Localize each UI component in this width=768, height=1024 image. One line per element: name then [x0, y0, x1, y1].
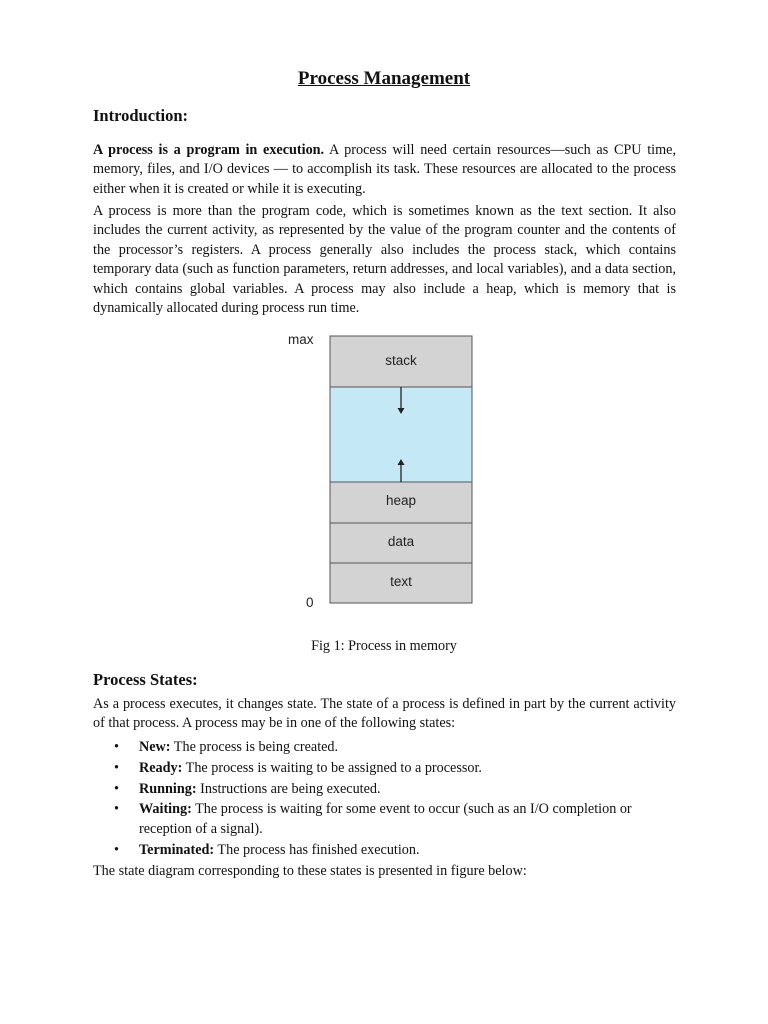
stack-label: stack	[385, 353, 417, 368]
state-term: New:	[139, 739, 171, 755]
bullet-icon: •	[114, 780, 119, 797]
list-item	[112, 759, 678, 778]
list-item	[112, 738, 678, 757]
process-states-outro: The state diagram corresponding to these states is presented in figure below:	[93, 863, 527, 879]
data-label: data	[387, 534, 415, 549]
intro-paragraph-2: A process is more than the program code, which is sometimes known as the text section. It also includes the current activity, as represented by the value of the program counter and the contents of the processor’s registers. A process generally also includes the process stack, which contains temporary data (such as function parameters, return addresses, and local variables), and a data section, which contains global variables. A process may also include a heap, which is memory that is dynamically allocated during process run time.	[93, 203, 676, 317]
state-term: Ready:	[139, 759, 183, 776]
bullet-icon: •	[114, 759, 119, 776]
process-states-intro: As a process executes, it changes state. The state of a process is defined in part by the current activity of that process. A process may be in one of the following states:	[93, 696, 676, 732]
max-address-label: max	[288, 332, 314, 347]
state-description: The process has finished execution.	[214, 841, 420, 858]
process-states-heading: Process States:	[93, 670, 198, 689]
intro-paragraph-1-text: A process will need certain resources—such as CPU time, memory, files, and I/O devices — to accomplish its task. These resources are allocated to the process either when it is created or while it is executing.	[93, 142, 676, 197]
page-title: Process Management	[297, 68, 471, 89]
list-item	[112, 780, 678, 799]
bullet-icon: •	[114, 801, 119, 818]
state-description: Instructions are being executed.	[196, 780, 381, 797]
state-term: Terminated:	[139, 841, 215, 858]
figure-caption: Fig 1: Process in memory	[311, 638, 457, 654]
state-description: The process is waiting to be assigned to a processor.	[182, 759, 482, 776]
intro-definition-bold: A process is a program in execution.	[93, 142, 325, 158]
zero-address-label: 0	[306, 595, 314, 610]
intro-paragraph-1	[93, 141, 676, 199]
process-states-list	[112, 738, 678, 861]
list-item	[112, 841, 678, 860]
state-description: The process is waiting for some event to occur (such as an I/O completion or reception of a signal).	[139, 801, 632, 837]
introduction-heading: Introduction:	[93, 106, 189, 125]
state-term: Running:	[139, 780, 197, 797]
state-term: Waiting:	[139, 801, 192, 818]
heap-label: heap	[385, 493, 417, 508]
bullet-icon: •	[114, 739, 119, 755]
state-description: The process is being created.	[170, 739, 339, 755]
process-memory-figure	[258, 328, 510, 624]
bullet-icon: •	[114, 841, 119, 858]
list-item	[112, 800, 678, 839]
text-label: text	[390, 574, 412, 589]
